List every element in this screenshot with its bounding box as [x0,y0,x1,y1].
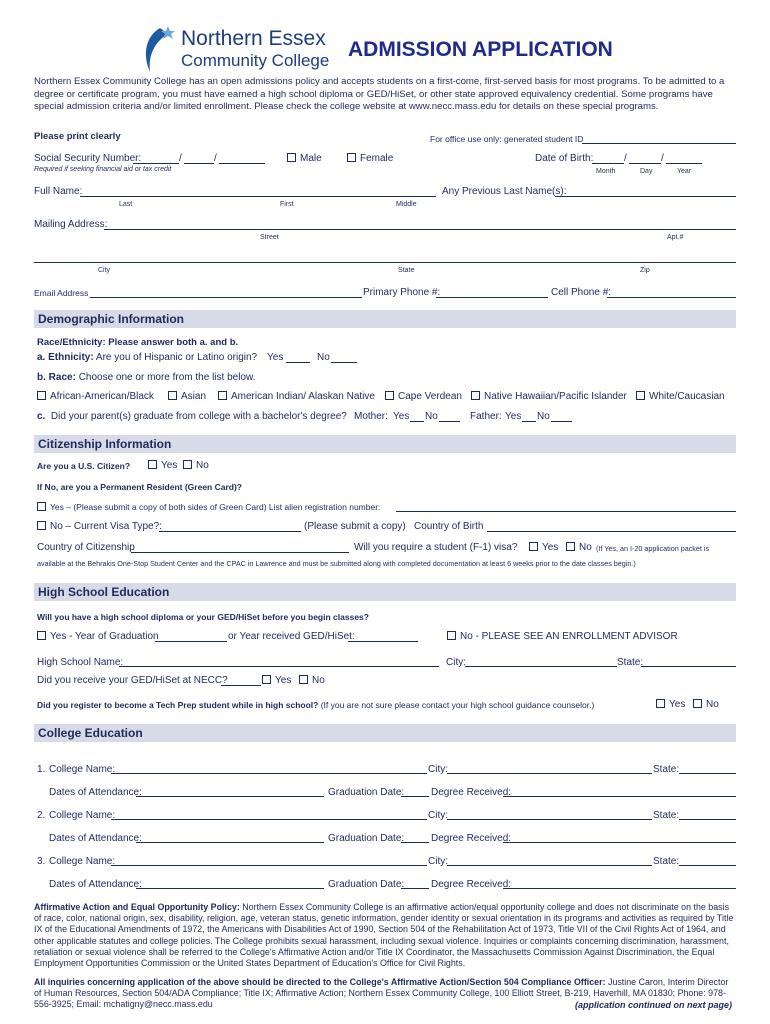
full-name-label: Full Name: [34,186,83,197]
college-city-field[interactable] [447,865,652,866]
street-label: Street [260,234,279,241]
race-checkbox[interactable] [168,391,177,400]
male-label: Male [300,153,322,164]
father-yes-field[interactable] [522,421,536,422]
country-citizenship-field[interactable] [131,552,349,553]
cell-phone-label: Cell Phone #: [551,287,612,298]
college-number: 2. [37,810,46,821]
ssn-note: Required if seeking financial aid or tax credit [34,166,172,173]
checkbox[interactable] [37,631,46,640]
country-birth-field[interactable] [487,531,736,532]
female-checkbox[interactable] [347,153,356,162]
race-checkbox[interactable] [218,391,227,400]
race-option-label: White/Caucasian [649,391,725,402]
college-entry-2 [0,808,770,848]
college-section-header [34,724,736,742]
email-label: Email Address [34,288,89,298]
ethnicity-yes-field[interactable] [286,362,310,363]
street-field[interactable] [104,229,736,230]
section-heading: High School Education [38,585,170,599]
college-state-label: State: [653,856,680,867]
race-option-african-american[interactable] [37,391,154,402]
graduation-date-label: Graduation Date: [328,833,405,844]
checkbox[interactable] [37,502,46,511]
mother-yes-label: Yes [393,411,410,422]
i20-note-continued: available at the Behrakis One-Stop Student Center and the CPAC in Lawrence and must be submitted along with completed documentation at least 6 weeks prior to the date classes begin.) [37,559,636,568]
dates-attendance-field[interactable] [136,796,324,797]
option-label: No [312,675,325,686]
dates-attendance-field[interactable] [136,888,324,889]
zip-label: Zip [640,267,650,274]
diploma-yes-option[interactable] [37,631,159,642]
race-option-white[interactable] [636,391,725,402]
state-label: State [398,267,415,274]
ged-year-field[interactable] [348,641,418,642]
us-citizen-yes-option[interactable] [148,460,177,471]
month-label: Month [596,168,616,175]
continued-note: (application continued on next page) [575,1000,733,1010]
inquiries-text: Justine Caron, Interim Director of Human Resources, Section 504/ADA Compliance; Title IX; Affirmative Action; Northern Essex Community College, 100 Elliott Street, B-219, Haverhill, MA 01830; Phone: 978-556-3925; Email: mchatigny@necc.mass.edu [34,977,729,1010]
college-state-field[interactable] [679,819,736,820]
tech-prep-question [37,700,594,710]
degree-received-label: Degree Received: [431,787,512,798]
female-option[interactable] [347,153,393,164]
option-label: No – Current Visa Type?: [50,521,162,532]
primary-phone-label: Primary Phone #: [363,287,441,298]
option-label: No [196,460,209,471]
demographic-section-header [34,310,736,328]
dob-label: Date of Birth: [535,153,594,164]
dob-month-field[interactable] [592,163,624,164]
dates-attendance-field[interactable] [136,842,324,843]
us-citizen-no-option[interactable] [183,460,209,471]
degree-received-field[interactable] [503,842,736,843]
policy-text: Northern Essex Community College is an affirmative action/equal opportunity college and does not discriminate on the basis of race, color, national origin, sex, disability, religion, age, veteran status, genetic information, gender identity or sexual orientation in its programs and activities as required by Title IX of the Educational Amendments of 1972, the Americans with Disabilities Act of 1990, Section 504 of the Rehabilitation Act of 1973, Title VII of the Civil Rights Act of 1964, and other applicable statutes and college policies. The College prohibits sexual harassment, including sexual violence. Inquiries or complaints concerning discrimination, harassment, retaliation or sexual violence shall be referred to the College's Affirmative Action and/or Title IX Coordinator, the Massachusetts Commission Against Discrimination, the Equal Employment Opportunities Commission or the United States Department of Education's Office for Civil Rights. [34,902,734,969]
race-option-label: African-American/Black [50,391,154,402]
college-name-field[interactable] [111,865,427,866]
graduation-date-label: Graduation Date: [328,787,405,798]
dob-slash: / [624,153,627,164]
cell-phone-field[interactable] [607,297,736,298]
father-no-label: No [537,411,550,422]
parent-degree-text: Did your parent(s) graduate from college with a bachelor's degree? [50,411,347,422]
full-name-field[interactable] [80,196,436,197]
checkbox[interactable] [183,460,192,469]
middle-label: Middle [396,201,417,208]
father-label: Father: [470,411,502,422]
college-city-label: City: [428,764,448,775]
race-label: b. Race: [37,372,76,383]
race-checkbox[interactable] [636,391,645,400]
city-state-zip-field[interactable] [34,262,736,263]
checkbox[interactable] [529,542,538,551]
dates-attendance-label: Dates of Attendance: [49,879,142,890]
college-city-label: City: [428,856,448,867]
primary-phone-field[interactable] [436,297,548,298]
race-option-cape-verdean[interactable] [385,391,462,402]
college-city-field[interactable] [447,819,652,820]
graduation-date-field[interactable] [401,888,429,889]
visa-no-option[interactable] [37,521,162,532]
checkbox[interactable] [447,631,456,640]
checkbox[interactable] [37,521,46,530]
policy-title: Affirmative Action and Equal Opportunity Policy: [34,902,240,912]
college-name-field[interactable] [111,819,427,820]
tech-prep-no-option[interactable] [693,699,719,710]
high-school-name-field[interactable] [119,666,439,667]
student-id-line [582,143,736,144]
ssn-label: Social Security Number: [34,153,142,164]
college-state-label: State: [653,764,680,775]
graduation-date-label: Graduation Date: [328,879,405,890]
ethnicity-label: a. Ethnicity: [37,352,94,363]
diploma-no-option[interactable] [447,631,678,642]
ethnicity-question [37,352,257,363]
race-checkbox[interactable] [37,391,46,400]
city-label: City [98,267,111,274]
father-yes-label: Yes [505,411,522,422]
ethnicity-yes-label: Yes [267,352,284,363]
option-label: Yes – (Please submit a copy of both sides of Green Card) List alien registration number: [50,502,381,512]
female-label: Female [360,153,394,164]
dates-attendance-label: Dates of Attendance: [49,833,142,844]
graduation-year-field[interactable] [155,641,227,642]
us-citizen-question: Are you a U.S. Citizen? [37,461,131,471]
male-option[interactable] [287,153,322,164]
race-option-label: Cape Verdean [398,391,462,402]
hs-state-label: State: [617,657,644,668]
previous-last-name-label: Any Previous Last Name(s): [442,186,567,197]
college-name-line2: Community College [181,51,330,70]
degree-received-label: Degree Received: [431,879,512,890]
parent-degree-question [37,411,347,422]
hs-city-field[interactable] [465,666,617,667]
checkbox[interactable] [656,699,665,708]
last-label: Last [119,201,133,208]
office-use-label: For office use only: generated student ID [430,134,584,144]
option-label: Yes - Year of Graduation [50,631,159,642]
page-title: ADMISSION APPLICATION [348,38,613,61]
tech-prep-text: Did you register to become a Tech Prep student while in high school? [37,700,319,710]
college-name-line1: Northern Essex [181,27,326,50]
ssn-field-2[interactable] [184,163,214,164]
degree-received-field[interactable] [503,888,736,889]
print-clearly: Please print clearly [34,131,121,142]
checkbox[interactable] [299,675,308,684]
checkbox[interactable] [566,542,575,551]
dob-day-field[interactable] [629,163,661,164]
email-field[interactable] [90,297,362,298]
high-school-section-header [34,583,736,601]
dob-year-field[interactable] [666,163,702,164]
college-logo [138,22,178,74]
college-name-label: College Name: [49,810,116,821]
country-birth-label: Country of Birth [414,521,484,532]
diploma-question: Will you have a high school diploma or your GED/HiSet before you begin classes? [37,612,369,622]
race-checkbox[interactable] [385,391,394,400]
parent-degree-label: c. [37,411,46,422]
mother-label: Mother: [354,411,388,422]
mother-no-field[interactable] [439,421,460,422]
college-number: 3. [37,856,46,867]
checkbox[interactable] [693,699,702,708]
option-label: Yes [161,460,178,471]
submit-copy-note: (Please submit a copy) [304,521,406,532]
race-instruction: Race/Ethnicity: Please answer both a. and b. [37,337,239,348]
ged-necc-field[interactable] [221,685,261,686]
race-option-american-indian[interactable] [218,391,375,402]
college-name-field[interactable] [111,773,427,774]
race-option-label: American Indian/ Alaskan Native [231,391,375,402]
college-name-label: College Name: [49,856,116,867]
mother-yes-field[interactable] [410,421,424,422]
degree-received-label: Degree Received: [431,833,512,844]
f1-no-option[interactable] [566,542,592,553]
option-label: No [579,542,592,553]
degree-received-field[interactable] [503,796,736,797]
race-text: Choose one or more from the list below. [78,372,256,383]
ethnicity-no-field[interactable] [331,362,357,363]
option-label: Yes [542,542,559,553]
college-entry-1 [0,762,770,802]
ethnicity-text: Are you of Hispanic or Latino origin? [95,352,258,363]
college-state-field[interactable] [679,773,736,774]
race-checkbox[interactable] [471,391,480,400]
option-label: Yes [669,699,686,710]
mother-no-label: No [425,411,438,422]
dob-slash: / [661,153,664,164]
f1-yes-option[interactable] [529,542,558,553]
ged-necc-question: Did you receive your GED/HiSet at NECC? [37,675,228,686]
country-citizenship-label: Country of Citizenship [37,542,135,553]
option-label: No - PLEASE SEE AN ENROLLMENT ADVISOR [460,631,678,642]
inquiries-title: All inquiries concerning application of the above should be directed to the College's Affirmative Action/Section 504 Compliance Officer: [34,977,606,987]
mailing-address-label: Mailing Address: [34,219,108,230]
ssn-field-3[interactable] [219,163,265,164]
graduation-date-field[interactable] [401,842,429,843]
hs-state-field[interactable] [641,666,736,667]
i20-note: (If Yes, an I-20 application packet is [596,544,710,553]
section-heading: Citizenship Information [38,437,172,451]
college-entry-3 [0,854,770,894]
ged-year-label: or Year received GED/HiSet: [228,631,355,642]
dates-attendance-label: Dates of Attendance: [49,787,142,798]
citizenship-section-header [34,435,736,453]
ssn-slash: / [179,153,182,164]
college-number: 1. [37,764,46,775]
race-option-native-hawaiian[interactable] [471,391,627,402]
race-option-label: Asian [181,391,207,402]
section-heading: Demographic Information [38,312,185,326]
logo-swoosh-icon [138,22,178,74]
high-school-name-label: High School Name: [37,657,124,668]
visa-type-field[interactable] [159,531,301,532]
ged-necc-yes-option[interactable] [262,675,291,686]
intro-text: Northern Essex Community College has an open admissions policy and accepts students on a first-come, first-served basis for most programs. To be admitted to a degree or certificate program, you must have earned a high school diploma or GED/HiSet, or other state approved equivalency credential. Some programs have special admission criteria and/or limited enrollment. Please check the college website at www.necc.mass.edu for details on these special programs. [34,76,725,112]
section-heading: College Education [38,726,143,740]
race-question [37,372,255,383]
college-city-label: City: [428,810,448,821]
ged-necc-no-option[interactable] [299,675,325,686]
college-state-label: State: [653,810,680,821]
college-state-field[interactable] [679,865,736,866]
previous-last-name-field[interactable] [555,196,736,197]
option-label: No [706,699,719,710]
father-no-field[interactable] [551,421,572,422]
ssn-field-1[interactable] [133,163,179,164]
green-card-question: If No, are you a Permanent Resident (Green Card)? [37,482,242,492]
option-label: Yes [275,675,292,686]
checkbox[interactable] [262,675,271,684]
graduation-date-field[interactable] [401,796,429,797]
hs-city-label: City: [446,657,466,668]
f1-visa-question: Will you require a student (F-1) visa? [354,542,518,553]
first-label: First [280,201,294,208]
race-option-asian[interactable] [168,391,206,402]
day-label: Day [640,168,653,175]
alien-registration-field[interactable] [396,511,736,512]
affirmative-action-policy [34,902,738,969]
checkbox[interactable] [148,460,157,469]
college-city-field[interactable] [447,773,652,774]
year-label: Year [677,168,692,175]
male-checkbox[interactable] [287,153,296,162]
tech-prep-yes-option[interactable] [656,699,685,710]
green-card-yes-option[interactable] [37,502,380,512]
race-option-label: Native Hawaiian/Pacific Islander [484,391,627,402]
college-name-label: College Name: [49,764,116,775]
ssn-slash: / [214,153,217,164]
tech-prep-note: (If you are not sure please contact your high school guidance counselor.) [320,700,595,710]
ethnicity-no-label: No [317,352,330,363]
apt-label: Apt.# [667,234,684,241]
